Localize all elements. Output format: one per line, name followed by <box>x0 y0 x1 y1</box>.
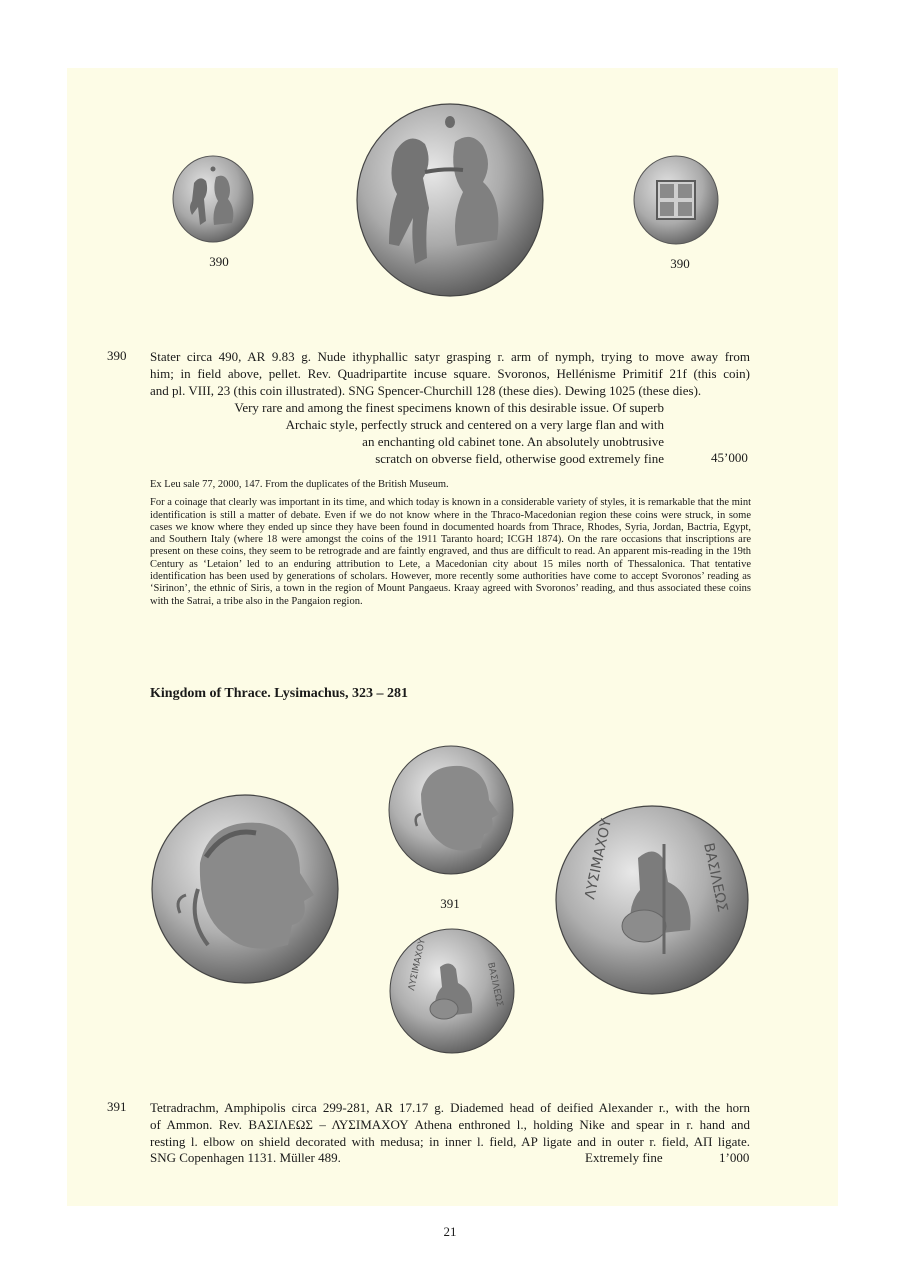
coin-390-reverse <box>633 155 719 245</box>
commentary: For a coinage that clearly was important in its time, and which today is known in a considerable variety of styles, it is remarkable that the mint identification is still a matter of debate. Even if we do not know where in the Thraco-Macedonian region these coins were struck, in some cases we know where they ended up since they have been found in documented hoards from Thrace, Rhodes, Syria, Jordan, Bactria, Egypt, and Southern Italy (where 18 were amongst the coins of the 1911 Taranto hoard; ICGH 1874). On the rare occasions that inscriptions are present on these coins, they seem to be retrograde and are faintly engraved, and thus are difficult to read. An apparent mis-reading in the 19th Century as ‘Letaion’ led to an enduring attribution to Lete, a Macedonian city about 15 miles north of Thessalonica. That tentative identification has been used by generations of scholars. However, more recently some authorities have come to accept Svoronos’ reading as ‘Sirinon’, the ethnic of Siris, a town in the region of Mount Pangaeus. Kraay agreed with Svoronos’ reading, and thus associated these coins with the Satrai, a tribe also in the Pangaion region. <box>150 497 751 607</box>
reverse-legend-right: ΒΑΣΙΛΕΩΣ <box>485 961 505 1008</box>
photo-label-390-right: 390 <box>670 256 690 271</box>
lot-number-391: 391 <box>107 1099 127 1114</box>
grade-line: an enchanting old cabinet tone. An absolutely unobtrusive <box>362 434 664 449</box>
coin-391-obverse-large <box>150 793 340 985</box>
coin-391-reverse-large <box>554 804 750 996</box>
description-line: of Ammon. Rev. ΒΑΣΙΛΕΩΣ – ΛΥΣΙΜΑΧΟΥ Athena enthroned l., holding Nike and spear in r. hand and <box>150 1117 750 1132</box>
reverse-legend-right-large: ΒΑΣΙΛΕΩΣ <box>700 841 731 914</box>
grade-line: scratch on obverse field, otherwise good extremely fine <box>375 451 664 466</box>
lot-390-grade <box>150 399 750 467</box>
description-line: Tetradrachm, Amphipolis circa 299-281, AR 17.17 g. Diademed head of deified Alexander r., with the horn <box>150 1100 750 1115</box>
page-number: 21 <box>443 1224 457 1239</box>
coin-391-obverse-small <box>387 744 515 876</box>
description-line: him; in field above, pellet. Rev. Quadripartite incuse square. Svoronos, Hellénisme Primitif 21f (this coin) <box>150 366 750 381</box>
section-title: Kingdom of Thrace. Lysimachus, 323 – 281 <box>150 686 408 701</box>
description-line: and pl. VIII, 23 (this coin illustrated). SNG Spencer-Churchill 128 (these dies). Dewing 1025 (these dies). <box>150 383 702 398</box>
lot-number-390: 390 <box>107 348 127 363</box>
coin-390-obverse-small <box>172 155 254 243</box>
provenance: Ex Leu sale 77, 2000, 147. From the duplicates of the British Museum. <box>150 479 449 490</box>
grade-line: Archaic style, perfectly struck and centered on a very large flan and with <box>285 417 664 432</box>
lot-390-description <box>150 348 750 399</box>
description-line: Stater circa 490, AR 9.83 g. Nude ithyphallic satyr grasping r. arm of nymph, trying to move away from <box>150 349 750 364</box>
grade-line: Very rare and among the finest specimens known of this desirable issue. Of superb <box>234 400 664 415</box>
reverse-legend-left: ΛΥΣΙΜΑΧΟΥ <box>407 938 428 992</box>
photo-label-391: 391 <box>440 896 460 911</box>
description-line: resting l. elbow on shield decorated with medusa; in inner l. field, AP ligate and in outer r. field, AΠ ligate. <box>150 1134 750 1149</box>
lot-391-price: 1’000 <box>719 1150 750 1165</box>
photo-label-390-left: 390 <box>209 254 229 269</box>
reverse-legend-left-large: ΛΥΣΙΜΑΧΟΥ <box>582 817 615 901</box>
lot-390-price: 45’000 <box>711 450 748 465</box>
lot-390-notes <box>150 479 751 608</box>
coin-391-reverse-small <box>388 927 516 1055</box>
coin-390-obverse-large <box>355 102 545 298</box>
lot-391-description <box>150 1099 750 1150</box>
lot-391-grade: Extremely fine <box>585 1150 663 1165</box>
lot-391-reference: SNG Copenhagen 1131. Müller 489. <box>150 1150 341 1165</box>
